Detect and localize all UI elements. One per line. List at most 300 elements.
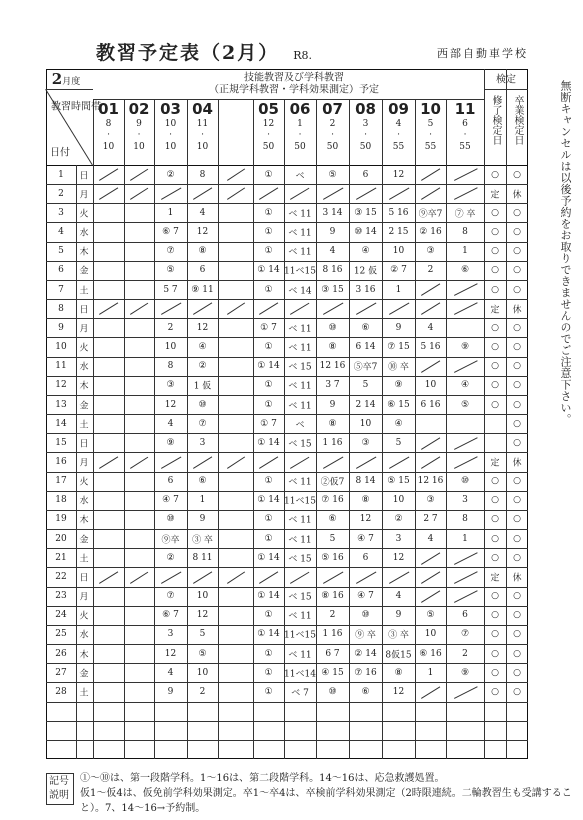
row-date: 17 [55,476,67,487]
schedule-cell: ベ 15 [288,554,312,565]
slash-mark [421,284,440,296]
schedule-cell: 2 [199,686,206,697]
grid-line [46,318,528,319]
schedule-cell: 5 [329,533,336,544]
slash-mark [454,188,477,200]
row-date: 19 [55,514,67,525]
slash-mark [454,552,477,564]
row-date: 24 [55,610,67,621]
row-weekday: 木 [79,381,89,392]
schedule-cell: 8 [199,169,206,180]
schedule-cell: 3 [395,533,402,544]
shuryo-cell: ○ [491,648,499,659]
period-time: 55 [459,142,471,152]
row-weekday: 火 [79,477,89,488]
schedule-cell: ① [264,648,273,659]
grid-line [46,721,528,722]
row-date: 6 [58,265,64,276]
row-weekday: 日 [79,305,89,316]
schedule-cell: ① [264,169,273,180]
grid-line [46,663,528,664]
grid-line [46,337,528,338]
slash-mark [290,188,310,200]
slash-mark [227,303,245,315]
slash-mark [421,686,440,698]
schedule-cell: ⑦ 16 [354,667,377,678]
schedule-cell: ⑤ 16 [321,552,344,563]
shuryo-cell: ○ [491,629,499,640]
schedule-cell: ベ 15 [288,362,312,373]
row-date: 3 [58,207,64,218]
period-time: 5 [427,119,434,129]
sotsugyo-cell: ○ [513,418,521,429]
grid-line [124,99,125,759]
schedule-cell: ⑥ 16 [419,648,442,659]
schedule-cell: 6 7 [325,648,340,659]
schedule-cell: 1 [395,284,402,295]
schedule-cell: ⑨卒 [161,535,180,546]
schedule-cell: 8仮15 [385,650,412,661]
schedule-cell: 9 [167,686,174,697]
row-date: 10 [55,342,67,353]
schedule-cell: ⑩ [460,476,470,487]
schedule-cell: 12 [392,686,405,697]
row-date: 1 [58,169,64,180]
schedule-cell: ④ 7 [162,495,179,506]
schedule-cell: ③ 卒 [388,630,409,641]
schedule-cell: 5 [362,380,369,391]
sotsugyo-cell: 休 [512,305,522,316]
period-time: 4 [395,119,402,129]
schedule-cell: ③ [426,246,435,257]
schedule-cell: 9 [395,322,402,333]
schedule-cell: 10 [164,342,177,353]
school-name: 西部自動車学校 [437,47,528,60]
grid-line [93,99,94,759]
period-code: 04 [192,100,213,118]
schedule-cell: 12 [164,399,177,410]
schedule-cell: ② [166,552,175,563]
period-code: 06 [289,100,311,118]
row-date: 25 [55,629,67,640]
schedule-cell: 5 7 [163,284,178,295]
schedule-cell: ⑤ [198,648,207,659]
legend-line-2: 仮1〜仮4は、仮免前学科効果測定。卒1〜卒4は、卒検前学科効果測定（2時限連続。二輪教習生も受講すること）。7、14〜16→予約制。 [80,788,572,814]
sotsugyo-cell: ○ [513,629,521,640]
schedule-cell: ⑨卒7 [418,209,443,220]
grid-line [46,280,528,281]
schedule-cell: ⑤ [426,610,435,621]
header-line-2: （正規学科教習・学科効果測定）予定 [209,84,379,96]
period-time: 50 [294,142,306,152]
shuryo-cell: ○ [491,476,499,487]
period-code: 09 [388,100,409,118]
period-time: 1 [297,119,303,129]
schedule-cell: ⑥ 7 [162,227,179,238]
schedule-cell: 5 [395,437,402,448]
period-code: 02 [128,100,150,118]
date-suffix: R8. [293,49,313,62]
shuryo-cell: ○ [491,514,499,525]
schedule-cell: 10 [424,380,437,391]
row-date: 16 [55,457,67,467]
schedule-cell: 4 [199,207,206,218]
cancel-notice: 無断キャンセルは以後予約をお取りできませんのでご注意下さい。 [559,80,572,425]
sotsugyo-cell: ○ [513,552,521,563]
slash-mark [389,571,409,583]
shuryo-cell: ○ [491,322,499,333]
schedule-cell: 9 [395,610,402,621]
schedule-cell: ③ 卒 [192,535,213,546]
schedule-cell: 1 [462,533,468,544]
schedule-cell: 10 [196,667,209,678]
schedule-cell: ⑦ [460,629,470,640]
shuryo-cell: ○ [491,399,499,410]
shuryo-cell: ○ [491,227,499,238]
schedule-cell: 5 16 [420,342,441,353]
schedule-cell: ⑩ [361,610,370,621]
schedule-cell: ⑨ [166,437,175,448]
slash-mark [259,188,278,200]
schedule-cell: 12 [196,610,209,621]
schedule-cell: ① 7 [260,322,277,333]
sotsugyo-cell: ○ [513,591,521,602]
period-time: · [298,130,302,140]
schedule-cell: 11ベ14 [284,669,316,680]
row-date: 21 [55,552,67,563]
schedule-cell: 10 [392,246,405,257]
row-weekday: 木 [79,515,89,526]
schedule-cell: 4 [329,246,336,257]
row-date: 23 [55,591,67,602]
schedule-cell: ⑥ [361,686,370,697]
schedule-cell: 1 16 [322,629,343,640]
shuryo-cell: ○ [491,342,499,353]
row-weekday: 日 [79,573,89,584]
schedule-cell: 8 [167,361,174,372]
schedule-cell: ベ 11 [288,209,312,220]
shuryo-cell: ○ [491,667,499,678]
slash-mark [99,571,118,583]
schedule-cell: 6 [362,169,369,180]
slash-mark [454,360,477,372]
period-time: 6 [462,119,468,129]
period-time: 50 [359,142,372,152]
shuryo-cell: ○ [491,591,499,602]
slash-mark [130,169,149,181]
period-time: 8 [105,119,112,129]
grid-line [46,184,528,185]
schedule-cell: ① [264,610,273,621]
slash-mark [130,456,149,468]
slash-mark [454,437,477,449]
schedule-cell: 11ベ15 [284,496,316,507]
schedule-cell: 3 [167,629,174,640]
schedule-cell: ② 7 [390,265,407,276]
shuryo-cell: ○ [491,207,499,218]
schedule-cell: ②仮7 [320,477,345,488]
grid-line [46,261,528,262]
slash-mark [290,571,310,583]
schedule-cell: ① [264,514,273,525]
shuryo-cell: ○ [491,380,499,391]
slash-mark [389,456,409,468]
schedule-cell: ① [264,533,273,544]
slash-mark [454,686,477,698]
period-time: 11 [196,119,209,129]
row-weekday: 水 [79,362,89,373]
schedule-cell: ⑧ [328,342,337,353]
header-line-1: 技能教習及び学科教習 [244,72,344,84]
schedule-cell: ① 14 [257,552,280,563]
slash-mark [99,188,118,200]
period-code: 08 [355,100,376,118]
schedule-cell: ① 14 [257,591,280,602]
shuryo-cell: 定 [490,190,500,201]
schedule-cell: ⑧ [198,246,207,257]
schedule-cell: ④ [460,380,470,391]
schedule-cell: 10 [424,629,437,640]
schedule-cell: 9 [329,227,336,238]
schedule-cell: 6 [199,265,206,276]
row-weekday: 水 [79,630,89,641]
period-code: 11 [454,100,476,118]
slash-mark [99,303,118,315]
slash-mark [454,571,477,583]
grid-line [46,529,528,530]
row-weekday: 月 [79,190,89,201]
schedule-cell: ⑩ [166,514,175,525]
schedule-cell: 5 [199,629,206,640]
schedule-cell: ① 14 [257,629,280,640]
schedule-cell: ベ 11 [288,515,312,526]
period-time: 10 [133,142,145,152]
shuryo-cell: ○ [491,552,499,563]
schedule-cell: ① [264,227,273,238]
schedule-cell: ベ 11 [288,401,312,412]
row-weekday: 月 [79,592,89,603]
schedule-cell: ベ 11 [288,650,312,661]
schedule-cell: ④ [361,246,370,257]
grid-line [316,99,317,759]
row-date: 11 [55,361,67,372]
schedule-cell: 2 7 [423,514,438,525]
schedule-cell: ④ 7 [357,533,374,544]
schedule-cell: 8 14 [355,476,376,487]
period-code: 05 [258,100,279,118]
schedule-cell: ② [394,514,403,525]
slash-mark [421,169,440,181]
schedule-cell: ベ 15 [288,592,312,603]
slash-mark [161,188,181,200]
shuryo-cell: ○ [491,361,499,372]
schedule-cell: ④ [198,342,207,353]
schedule-cell: ① [264,207,273,218]
schedule-cell: ベ 11 [288,228,312,239]
slash-mark [323,188,343,200]
grid-line [506,69,507,759]
slash-mark [356,456,376,468]
row-weekday: 火 [79,209,89,220]
schedule-cell: ④ [394,418,403,429]
grid-line [484,89,528,90]
shuryo-cell: 定 [490,458,500,469]
schedule-cell: 2 [167,322,174,333]
schedule-cell: ③ 15 [354,207,377,218]
slash-mark [130,571,149,583]
grid-line [46,89,93,90]
schedule-cell: ④ 15 [321,667,344,678]
row-date: 28 [55,686,67,697]
grid-line [46,548,528,549]
grid-line [46,740,528,741]
schedule-cell: ② 16 [419,227,442,238]
sotsugyo-cell: 休 [512,458,522,469]
sotsugyo-label: 卒業検定日 [512,95,523,145]
schedule-cell: 1 [167,207,174,218]
slash-mark [161,571,181,583]
grid-line [46,567,528,568]
schedule-cell: 9 [329,399,336,410]
schedule-cell: ⑩ 卒 [388,362,409,373]
row-weekday: 金 [79,401,89,412]
schedule-cell: ③ [166,380,175,391]
schedule-cell: ベ 11 [288,535,312,546]
sotsugyo-cell: ○ [513,361,521,372]
schedule-cell: ベ 11 [288,477,312,488]
grid-line [46,395,528,396]
slash-mark [130,303,149,315]
month-badge: 2月度 [51,70,81,88]
slash-mark [421,552,440,564]
period-time: · [364,130,367,140]
grid-line [76,165,77,759]
period-time: · [169,130,172,140]
sotsugyo-cell: ○ [513,246,521,257]
slash-mark [454,456,477,468]
row-date: 2 [58,188,64,199]
slash-mark [290,456,310,468]
grid-line [46,758,528,759]
schedule-cell: ⑤ [328,169,337,180]
schedule-cell: 2 15 [388,227,409,238]
grid-line [46,625,528,626]
schedule-cell: 4 [427,322,434,333]
slash-mark [161,303,181,315]
schedule-cell: ⑩ 14 [354,227,377,238]
schedule-cell: ③ [361,437,370,448]
row-weekday: 金 [79,669,89,680]
row-weekday: 火 [79,611,89,622]
sotsugyo-cell: ○ [513,610,521,621]
slash-mark [454,590,477,602]
schedule-cell: ⑨ 卒 [355,630,376,641]
schedule-cell: ④ 7 [357,591,374,602]
period-time: · [107,130,110,140]
sotsugyo-cell: 休 [512,190,522,201]
schedule-cell: ⑥ [198,476,207,487]
shuryo-cell: ○ [491,284,499,295]
schedule-cell: 8 16 [322,265,343,276]
row-weekday: 木 [79,247,89,258]
schedule-cell: 1 [462,246,468,257]
row-date: 15 [55,437,67,448]
grid-line [284,99,285,759]
slash-mark [323,571,343,583]
grid-line [46,491,528,492]
grid-line [46,433,528,434]
sotsugyo-cell: ○ [513,227,521,238]
schedule-cell: 1 仮 [193,381,212,392]
schedule-cell: 10 [359,418,372,429]
schedule-cell: ① [264,686,273,697]
row-weekday: 土 [79,554,89,565]
grid-line [46,165,528,166]
schedule-cell: 3 14 [322,207,343,218]
schedule-cell: 3 [462,495,468,506]
grid-line [46,644,528,645]
schedule-cell: 10 [196,591,209,602]
slash-mark [421,456,440,468]
schedule-cell: ⑨ 11 [191,284,214,295]
shuryo-label: 修了検定日 [490,95,501,145]
sotsugyo-cell: 休 [512,573,522,584]
schedule-cell: 1 16 [322,437,343,448]
row-date: 7 [58,284,64,295]
schedule-cell: ⑦ 卒 [454,209,476,220]
shuryo-cell: ○ [491,169,499,180]
slash-mark [99,169,118,181]
schedule-cell: 12 [392,552,405,563]
slash-mark [227,188,245,200]
schedule-cell: ⑨ [460,667,470,678]
schedule-cell: ⑦ [198,418,207,429]
grid-line [46,587,528,588]
slash-mark [323,456,343,468]
schedule-cell: 8 11 [192,552,213,563]
schedule-cell: 1 [199,495,206,506]
schedule-cell: 4 [395,591,402,602]
schedule-cell: ⑤ [166,265,175,276]
date-label: 日付 [50,147,70,159]
schedule-cell: ① 14 [257,495,280,506]
schedule-cell: 12 [359,514,372,525]
schedule-cell: ⑦ 15 [387,342,410,353]
period-time: · [397,130,400,140]
period-time: · [463,130,467,140]
shuryo-cell: ○ [491,246,499,257]
grid-line [349,99,350,759]
schedule-cell: ① [264,667,273,678]
period-time: · [267,130,270,140]
slash-mark [389,303,409,315]
shuryo-cell: 定 [490,305,500,316]
schedule-cell: 2 14 [355,399,376,410]
slash-mark [421,188,440,200]
schedule-cell: ⑦ [166,246,175,257]
grid-line [187,99,188,759]
schedule-cell: 12 仮 [353,266,378,277]
sotsugyo-cell: ○ [513,437,521,448]
grid-line [46,414,528,415]
slash-mark [421,360,440,372]
schedule-cell: ⑩ [328,686,337,697]
sotsugyo-cell: ○ [513,322,521,333]
shuryo-cell: ○ [491,265,499,276]
row-date: 14 [55,418,67,429]
schedule-cell: 3 7 [325,380,340,391]
schedule-cell: ① [264,342,273,353]
